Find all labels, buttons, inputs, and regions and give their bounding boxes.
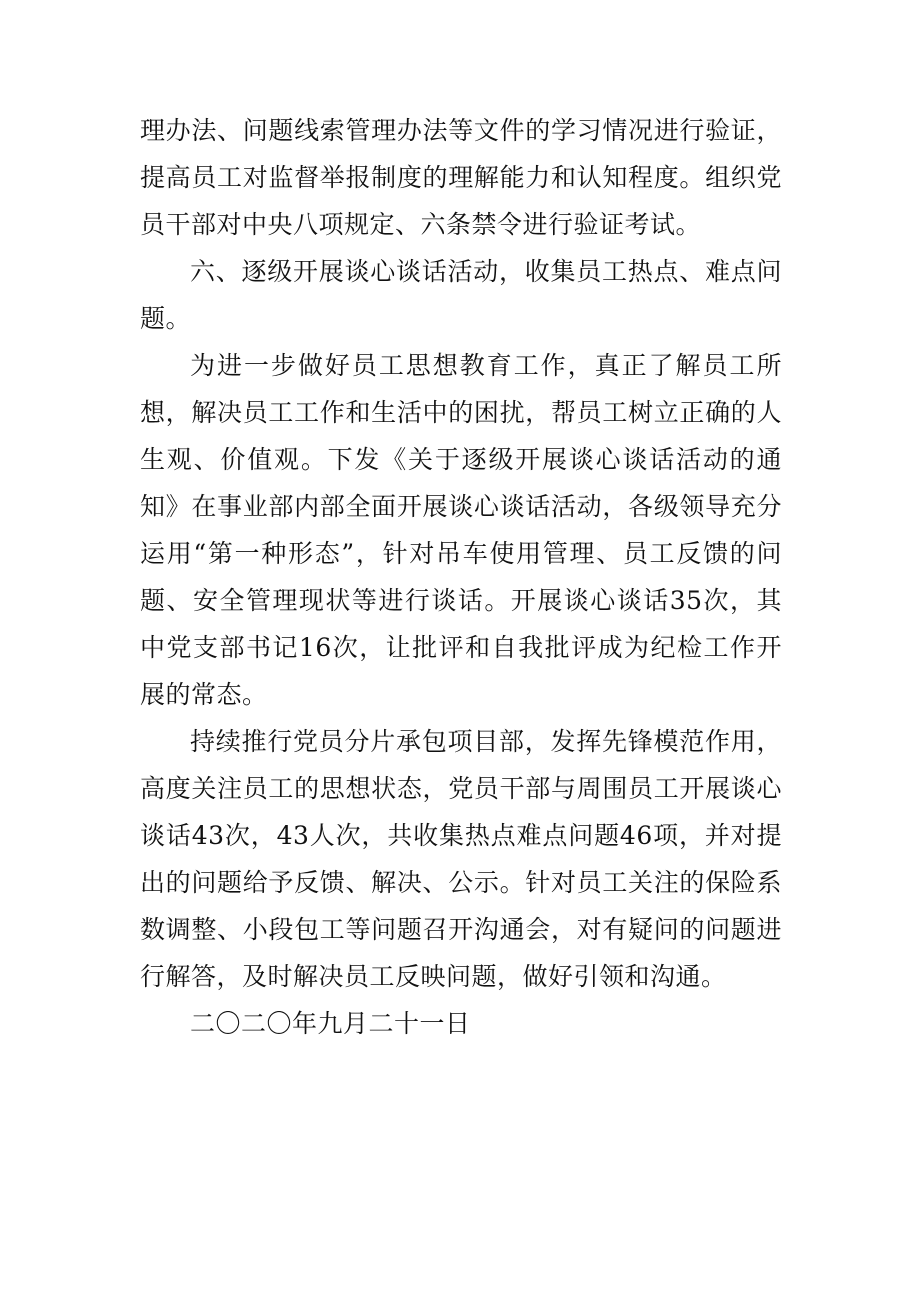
document-date: 二〇二〇年九月二十一日	[190, 1009, 471, 1038]
paragraph-party-members: 持续推行党员分片承包项目部，发挥先锋模范作用，高度关注员工的思想状态，党员干部与周围员工开展谈心谈话43次，43人次，共收集热点难点问题46项，并对提出的问题给予反馈、解决、公示。针对员工关注的保险系数调整、小段包工等问题召开沟通会，对有疑问的问题进行解答，及时解决员工反映问题，做好引领和沟通。	[140, 727, 782, 991]
paragraph-talk-activities: 为进一步做好员工思想教育工作，真正了解员工所想，解决员工工作和生活中的困扰，帮员工树立正确的人生观、价值观。下发《关于逐级开展谈心谈话活动的通知》在事业部内部全面开展谈心谈话活动，各级领导充分运用“第一种形态”，针对吊车使用管理、员工反馈的问题、安全管理现状等进行谈话。开展谈心谈话35次，其中党支部书记16次，让批评和自我批评成为纪检工作开展的常态。	[140, 351, 782, 709]
document-body	[140, 107, 782, 1047]
section-heading-six: 六、逐级开展谈心谈话活动，收集员工热点、难点问题。	[140, 257, 782, 333]
paragraph-continuation: 理办法、问题线索管理办法等文件的学习情况进行验证，提高员工对监督举报制度的理解能力和认知程度。组织党员干部对中央八项规定、六条禁令进行验证考试。	[140, 116, 782, 239]
